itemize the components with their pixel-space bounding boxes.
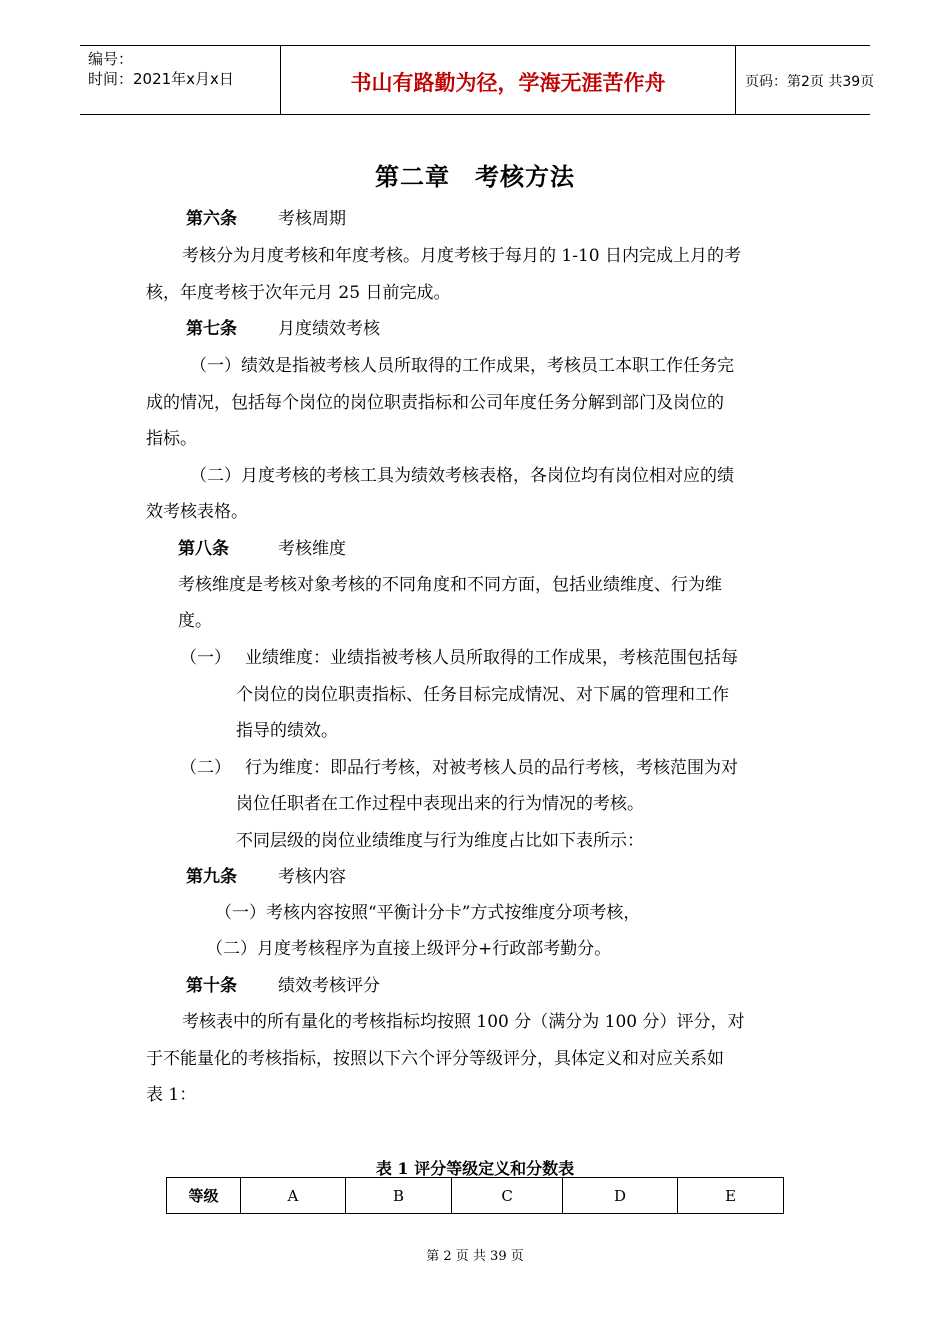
grade-cell-d: D [562,1178,677,1214]
grade-cell-a: A [241,1178,346,1214]
paragraph-line: 考核维度是考核对象考核的不同角度和不同方面，包括业绩维度、行为维 [178,575,722,595]
article-9-number: 第九条 [186,867,237,887]
paragraph-line: （二）月度考核的考核工具为绩效考核表格，各岗位均有岗位相对应的绩 [190,466,734,486]
paragraph-line: 业绩维度：业绩指被考核人员所取得的工作成果，考核范围包括每 [245,648,738,668]
paragraph-line: 指导的绩效。 [236,721,338,741]
header-time: 时间：2021年x月x日 [88,70,234,88]
table-header-cell: 等级 [167,1178,241,1214]
chapter-title: 第二章 考核方法 [375,162,575,191]
header-page-cell [735,46,875,114]
article-8-number: 第八条 [178,539,229,559]
article-8-name: 考核维度 [278,539,346,559]
table-caption: 表 1 评分等级定义和分数表 [375,1159,575,1178]
article-6-name: 考核周期 [278,209,346,229]
table-row [167,1178,784,1214]
grade-cell-e: E [678,1178,784,1214]
paragraph-line: 考核表中的所有量化的考核指标均按照 100 分（满分为 100 分）评分，对 [182,1012,745,1032]
article-10-number: 第十条 [186,976,237,996]
paragraph-line: 不同层级的岗位业绩维度与行为维度占比如下表所示： [236,831,644,851]
paragraph-line: 岗位任职者在工作过程中表现出来的行为情况的考核。 [236,794,644,814]
paragraph-line: （二）月度考核程序为直接上级评分+行政部考勤分。 [206,939,612,959]
paragraph-line: 指标。 [146,429,197,449]
page-header [80,45,875,115]
header-motto-cell [280,46,736,114]
paragraph-line: 于不能量化的考核指标，按照以下六个评分等级评分，具体定义和对应关系如 [146,1049,724,1069]
grade-table [166,1177,784,1214]
grade-cell-b: B [345,1178,451,1214]
article-10-name: 绩效考核评分 [278,976,380,996]
article-9-name: 考核内容 [278,867,346,887]
paragraph-line: 个岗位的岗位职责指标、任务目标完成情况、对下属的管理和工作 [236,685,729,705]
header-motto: 书山有路勤为径，学海无涯苦作舟 [350,70,666,95]
grade-cell-c: C [452,1178,563,1214]
header-page-label: 页码：第2页 共39页 [745,74,875,90]
paragraph-line: 核，年度考核于次年元月 25 日前完成。 [146,283,451,303]
paragraph-line: 成的情况，包括每个岗位的岗位职责指标和公司年度任务分解到部门及岗位的 [146,393,724,413]
paragraph-line: 行为维度：即品行考核，对被考核人员的品行考核，考核范围为对 [245,758,738,778]
list-marker: （二） [180,758,231,778]
header-number: 编号： [88,50,134,68]
article-7-number: 第七条 [186,319,237,339]
list-marker: （一） [180,648,231,668]
paragraph-line: 表 1： [146,1085,197,1105]
article-7-name: 月度绩效考核 [278,319,380,339]
header-meta [80,46,280,114]
paragraph-line: （一）考核内容按照“平衡计分卡”方式按维度分项考核， [215,903,641,923]
paragraph-line: （一）绩效是指被考核人员所取得的工作成果，考核员工本职工作任务完 [190,356,734,376]
page-footer: 第 2 页 共 39 页 [426,1249,524,1264]
paragraph-line: 效考核表格。 [146,502,248,522]
paragraph-line: 度。 [178,611,212,631]
article-6-number: 第六条 [186,209,237,229]
paragraph-line: 考核分为月度考核和年度考核。月度考核于每月的 1-10 日内完成上月的考 [182,246,741,266]
